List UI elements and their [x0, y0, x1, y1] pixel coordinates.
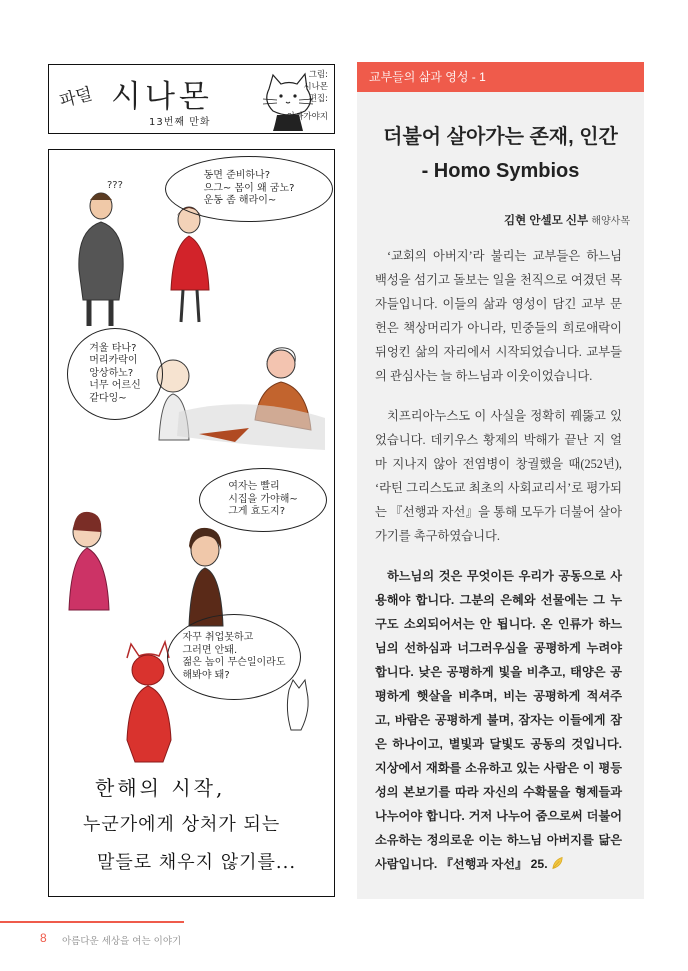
- article-title: [357, 120, 644, 188]
- speech-bubble-1-text: 동면 준비하나? 으그~ 몸이 왜 굼노? 운동 좀 해라이~: [203, 170, 295, 207]
- speech-bubble-3-text: 여자는 빨리 시집을 가야해~ 그게 효도지?: [228, 481, 298, 518]
- speech-bubble-2: [67, 328, 163, 420]
- young-woman-icon: [189, 528, 223, 626]
- leaf-icon: [551, 856, 564, 870]
- credit-art-label: 그림:: [308, 70, 328, 80]
- comic-episode: 13번째 만화: [149, 117, 211, 128]
- credit-art-name: 시나몬: [303, 82, 328, 92]
- speech-bubble-3: [199, 468, 327, 532]
- woman-red-dress-icon: [171, 207, 209, 322]
- section-label: 교부들의 삶과 영성 - 1: [357, 62, 644, 92]
- footer-publication-title: 아름다운 세상을 여는 이야기: [62, 936, 182, 947]
- small-cat-icon: [287, 680, 308, 730]
- credit-edit-name: 아빠가야지: [286, 112, 328, 122]
- paragraph-2: 치프리아누스도 이 사실을 정확히 꿰뚫고 있었습니다. 데키우스 황제의 박해가 끝난 지 얼마 지나지 않아 전염병이 창궐했을 때(252년), ‘라틴 그리스도교 최초의 사회교리서’로 평가되는 『선행과 자선』을 통해 모두가 더불어 살아가기를 촉구하였습니다.: [375, 409, 622, 543]
- comic-title-box: [48, 64, 335, 134]
- paragraph-1: ‘교회의 아버지’라 불리는 교부들은 하느님 백성을 섬기고 돌보는 일을 천직으로 여겼던 목자들입니다. 이들의 삶과 영성이 담긴 교부 문헌은 책상머리가 아니라, 민중들의 희로애락이 뒤엉킨 삶의 자리에서 시작되었습니다. 교부들의 관심사는 늘 하느님과 이웃이었습니다.: [375, 249, 622, 383]
- caption-line-2: 누군가에게 상처가 되는: [83, 814, 281, 835]
- speech-bubble-4: [167, 614, 301, 700]
- article-title-line-1: 더불어 살아가는 존재, 인간: [383, 126, 618, 148]
- comic-title: 시나몬: [111, 79, 213, 115]
- credit-edit-label: 편집:: [308, 94, 328, 104]
- comic-frame: [48, 149, 335, 897]
- article-panel: [357, 62, 644, 899]
- speech-bubble-1: [165, 156, 333, 222]
- red-devil-icon: [127, 642, 171, 762]
- speech-bubble-2-text: 겨울 타나? 머리카락이 앙상하노? 너무 어르신 같다잉~: [89, 342, 141, 404]
- woman-pink-icon: [69, 512, 109, 610]
- comic-title-prefix: 파덜: [57, 84, 95, 112]
- paragraph-quote-text: 하느님의 것은 무엇이든 우리가 공동으로 사용해야 합니다. 그분의 은혜와 선물에는 그 누구도 소외되어서는 안 됩니다. 온 인류가 하느님의 선하심과 너그러우심을 공평하게 누려야 합니다. 낮은 공평하게 빛을 비추고, 태양은 공평하게 햇살을 비추며, 비는 공평하게 적셔주고, 바람은 공평하게 불며, 잠자는 이들에게 잠은 하나이고, 별빛과 달빛도 공동의 것입니다. 지상에서 재화를 소유하고 있는 사람은 이 평등성의 본보기를 따라 자신의 수확물을 형제들과 나누어야 합니다. 거저 나누어 줌으로써 더불어 소유하는 정의로운 이는 하느님 아버지를 닮은 사람입니다. 『선행과 자선』 25.: [375, 569, 622, 871]
- article-author: [357, 212, 644, 228]
- paragraph-quote: [357, 564, 644, 876]
- author-affiliation: 해양사목: [591, 216, 630, 227]
- caption-line-1: 한해의 시작,: [95, 776, 226, 800]
- article-title-line-2: - Homo Symbios: [421, 160, 580, 182]
- thought-marks: ???: [107, 180, 123, 191]
- author-name: 김현 안셀모 신부: [504, 215, 589, 227]
- footer-divider: [0, 921, 184, 923]
- page-number: 8: [40, 931, 47, 945]
- speech-bubble-4-text: 자꾸 취업못하고 그러면 안돼. 젊은 놈이 무슨일이라도 해봐야 돼?: [182, 632, 286, 681]
- caption-line-3: 말들로 채우지 않기를...: [97, 852, 297, 873]
- man-character-icon: [79, 193, 123, 326]
